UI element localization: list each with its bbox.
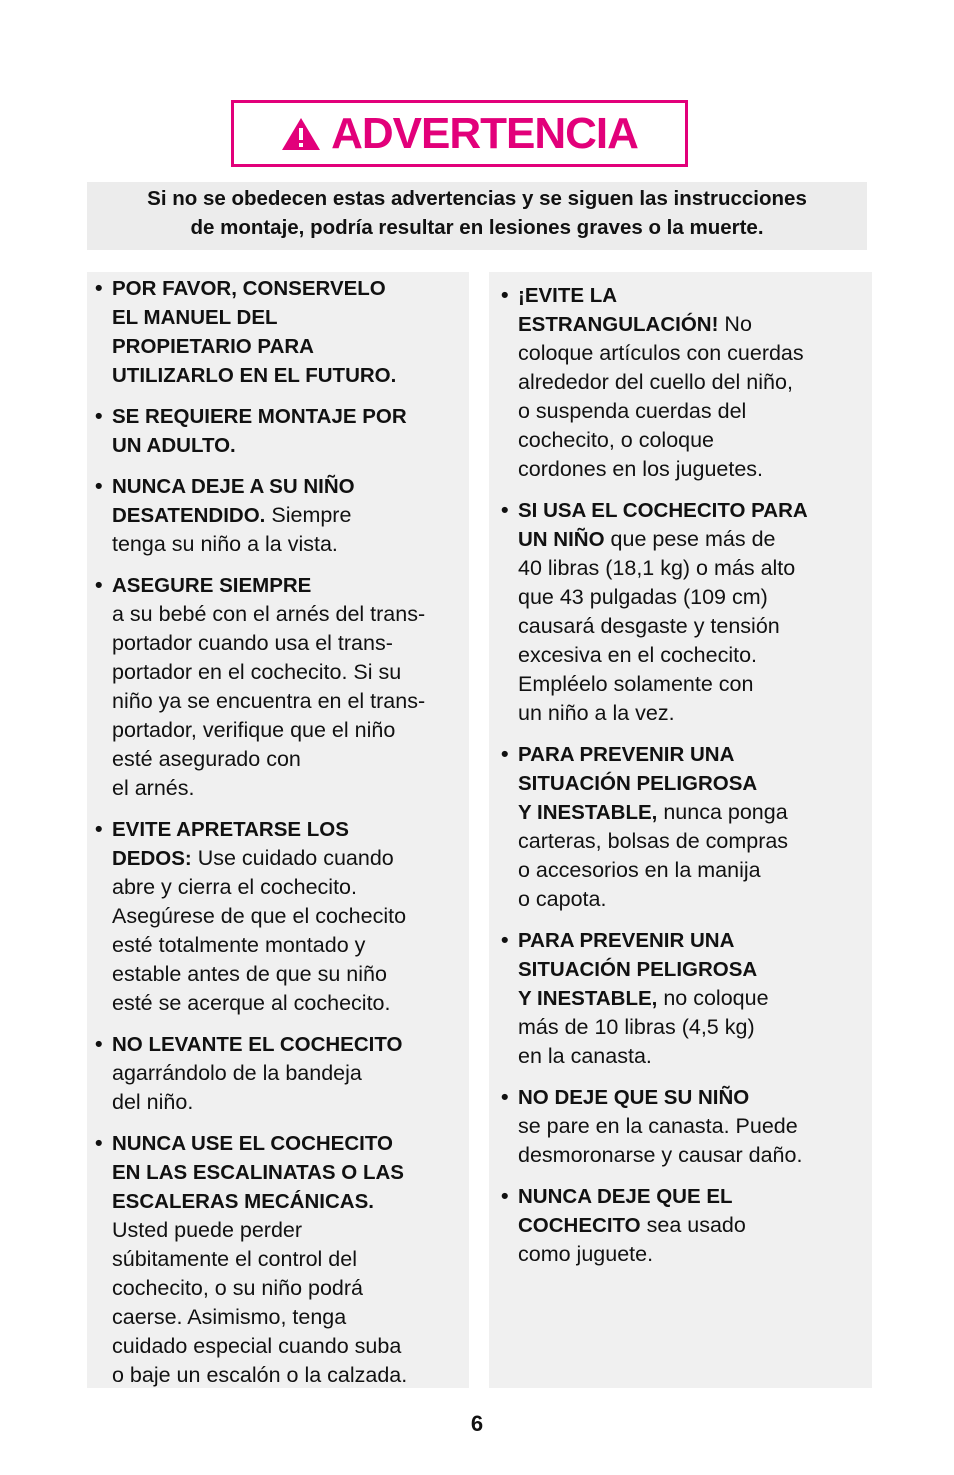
bullet: • bbox=[95, 1032, 103, 1056]
warning-line bbox=[112, 1245, 461, 1274]
warning-body-text: que pese más de bbox=[604, 527, 776, 551]
warning-heading-text: ASEGURE SIEMPRE bbox=[112, 574, 312, 597]
warning-heading-text: NO DEJE QUE SU NIÑO bbox=[518, 1086, 750, 1109]
warning-line bbox=[518, 397, 864, 426]
warning-line bbox=[518, 583, 864, 612]
warning-line bbox=[518, 1013, 864, 1042]
warning-line bbox=[518, 310, 864, 339]
bullet: • bbox=[95, 276, 103, 300]
warning-line bbox=[518, 1211, 864, 1240]
page-number: 6 bbox=[470, 1411, 484, 1436]
warning-body-text: portador, verifique que el niño bbox=[112, 718, 396, 742]
warning-item bbox=[95, 815, 461, 1018]
warning-line bbox=[518, 281, 864, 310]
warning-line bbox=[518, 984, 864, 1013]
warning-body-text: agarrándolo de la bandeja bbox=[112, 1061, 362, 1085]
warning-line bbox=[112, 1303, 461, 1332]
warning-line bbox=[518, 554, 864, 583]
warning-heading-text: PARA PREVENIR UNA bbox=[518, 929, 735, 952]
warning-line bbox=[112, 571, 461, 600]
warning-triangle-icon bbox=[281, 117, 321, 151]
warning-line bbox=[112, 1129, 461, 1158]
intro-warning bbox=[87, 182, 867, 250]
warning-line bbox=[518, 885, 864, 914]
warning-body-text: esté totalmente montado y bbox=[112, 933, 366, 957]
warning-line bbox=[112, 361, 461, 390]
warning-line bbox=[518, 1141, 864, 1170]
warning-line bbox=[518, 740, 864, 769]
warning-line bbox=[112, 303, 461, 332]
warning-line bbox=[518, 339, 864, 368]
warning-line bbox=[112, 815, 461, 844]
bullet: • bbox=[501, 498, 509, 522]
bullet: • bbox=[95, 474, 103, 498]
warning-body-text: sea usado bbox=[640, 1213, 746, 1237]
warning-heading-text: SE REQUIERE MONTAJE POR bbox=[112, 405, 407, 428]
warning-body-text: caerse. Asimismo, tenga bbox=[112, 1305, 347, 1329]
warning-item bbox=[501, 740, 864, 914]
warning-line bbox=[112, 402, 461, 431]
warning-heading-text: COCHECITO bbox=[518, 1214, 641, 1237]
intro-line-1: Si no se obedecen estas advertencias y se siguen las instrucciones bbox=[147, 187, 807, 210]
warning-line bbox=[518, 798, 864, 827]
bullet: • bbox=[501, 1085, 509, 1109]
warning-banner bbox=[231, 100, 688, 167]
warning-body-text: desmoronarse y causar daño. bbox=[518, 1143, 803, 1167]
bullet: • bbox=[501, 1184, 509, 1208]
warning-heading-text: EN LAS ESCALINATAS O LAS bbox=[112, 1161, 404, 1184]
warning-body-text: alrededor del cuello del niño, bbox=[518, 370, 793, 394]
warning-line bbox=[112, 658, 461, 687]
bullet: • bbox=[95, 1131, 103, 1155]
warning-heading-text: POR FAVOR, CONSERVELO bbox=[112, 277, 386, 300]
warning-body-text: causará desgaste y tensión bbox=[518, 614, 780, 638]
warning-body-text: portador en el cochecito. Si su bbox=[112, 660, 402, 684]
warning-line bbox=[112, 332, 461, 361]
warning-item bbox=[95, 274, 461, 390]
warning-body-text: cuidado especial cuando suba bbox=[112, 1334, 402, 1358]
warning-heading-text: SITUACIÓN PELIGROSA bbox=[518, 772, 758, 795]
warning-body-text: esté se acerque al cochecito. bbox=[112, 991, 391, 1015]
warning-item bbox=[501, 496, 864, 728]
bullet: • bbox=[95, 573, 103, 597]
left-warning-column bbox=[87, 272, 469, 1388]
warning-heading-text: NO LEVANTE EL COCHECITO bbox=[112, 1033, 403, 1056]
warning-body-text: como juguete. bbox=[518, 1242, 654, 1266]
warning-item bbox=[95, 472, 461, 559]
warning-item bbox=[501, 1182, 864, 1269]
warning-line bbox=[112, 1332, 461, 1361]
warning-line bbox=[518, 1240, 864, 1269]
warning-body-text: coloque artículos con cuerdas bbox=[518, 341, 804, 365]
warning-line bbox=[112, 600, 461, 629]
warning-line bbox=[112, 902, 461, 931]
warning-body-text: un niño a la vez. bbox=[518, 701, 675, 725]
warning-body-text: del niño. bbox=[112, 1090, 194, 1114]
warning-line bbox=[518, 1182, 864, 1211]
warning-body-text: súbitamente el control del bbox=[112, 1247, 358, 1271]
bullet: • bbox=[95, 404, 103, 428]
warning-line bbox=[112, 501, 461, 530]
warning-body-text: no coloque bbox=[657, 986, 769, 1010]
warning-body-text: carteras, bolsas de compras bbox=[518, 829, 789, 853]
warning-body-text: estable antes de que su niño bbox=[112, 962, 387, 986]
warning-line bbox=[112, 1361, 461, 1390]
warning-line bbox=[518, 496, 864, 525]
warning-body-text: Siempre bbox=[265, 503, 352, 527]
warning-item bbox=[501, 281, 864, 484]
warning-heading-text: DEDOS: bbox=[112, 847, 192, 870]
warning-body-text: en la canasta. bbox=[518, 1044, 652, 1068]
warning-body-text: Asegúrese de que el cochecito bbox=[112, 904, 407, 928]
warning-title: ADVERTENCIA bbox=[331, 108, 638, 158]
warning-body-text: abre y cierra el cochecito. bbox=[112, 875, 357, 899]
warning-line bbox=[518, 1042, 864, 1071]
warning-body-text: cordones en los juguetes. bbox=[518, 457, 764, 481]
warning-heading-text: UN ADULTO. bbox=[112, 434, 236, 457]
bullet: • bbox=[95, 817, 103, 841]
warning-line bbox=[112, 1088, 461, 1117]
warning-line bbox=[112, 960, 461, 989]
warning-heading-text: ESCALERAS MECÁNICAS. bbox=[112, 1190, 374, 1213]
warning-heading-text: ESTRANGULACIÓN! bbox=[518, 313, 719, 336]
bullet: • bbox=[501, 928, 509, 952]
warning-heading-text: Y INESTABLE, bbox=[518, 801, 658, 824]
warning-line bbox=[112, 1274, 461, 1303]
warning-body-text: cochecito, o coloque bbox=[518, 428, 715, 452]
warning-item bbox=[95, 571, 461, 803]
warning-body-text: o suspenda cuerdas del bbox=[518, 399, 747, 423]
warning-line bbox=[518, 769, 864, 798]
warning-body-text: o capota. bbox=[518, 887, 607, 911]
warning-heading-text: EVITE APRETARSE LOS bbox=[112, 818, 349, 841]
warning-line bbox=[112, 530, 461, 559]
warning-body-text: cochecito, o su niño podrá bbox=[112, 1276, 363, 1300]
warning-body-text: 40 libras (18,1 kg) o más alto bbox=[518, 556, 796, 580]
warning-body-text: o baje un escalón o la calzada. bbox=[112, 1363, 408, 1387]
warning-heading-text: ¡EVITE LA bbox=[518, 284, 618, 307]
warning-item bbox=[501, 1083, 864, 1170]
warning-heading-text: SITUACIÓN PELIGROSA bbox=[518, 958, 758, 981]
warning-line bbox=[112, 844, 461, 873]
warning-line bbox=[112, 274, 461, 303]
warning-line bbox=[112, 687, 461, 716]
warning-line bbox=[518, 1112, 864, 1141]
warning-body-text: No bbox=[718, 312, 752, 336]
warning-line bbox=[112, 629, 461, 658]
warning-heading-text: DESATENDIDO. bbox=[112, 504, 266, 527]
warning-line bbox=[518, 827, 864, 856]
warning-heading-text: EL MANUEL DEL bbox=[112, 306, 278, 329]
warning-line bbox=[112, 745, 461, 774]
warning-body-text: a su bebé con el arnés del trans- bbox=[112, 602, 426, 626]
warning-item bbox=[95, 402, 461, 460]
warning-heading-text: Y INESTABLE, bbox=[518, 987, 658, 1010]
warning-heading-text: NUNCA DEJE QUE EL bbox=[518, 1185, 733, 1208]
warning-body-text: o accesorios en la manija bbox=[518, 858, 761, 882]
warning-heading-text: UTILIZARLO EN EL FUTURO. bbox=[112, 364, 397, 387]
warning-heading-text: NUNCA DEJE A SU NIÑO bbox=[112, 475, 355, 498]
warning-line bbox=[112, 716, 461, 745]
intro-line-2: de montaje, podría resultar en lesiones graves o la muerte. bbox=[190, 216, 764, 239]
warning-line bbox=[518, 641, 864, 670]
warning-line bbox=[518, 699, 864, 728]
warning-line bbox=[112, 931, 461, 960]
warning-line bbox=[112, 989, 461, 1018]
warning-heading-text: PARA PREVENIR UNA bbox=[518, 743, 735, 766]
warning-line bbox=[112, 774, 461, 803]
warning-heading-text: PROPIETARIO PARA bbox=[112, 335, 314, 358]
warning-heading-text: NUNCA USE EL COCHECITO bbox=[112, 1132, 393, 1155]
warning-line bbox=[518, 1083, 864, 1112]
warning-line bbox=[518, 612, 864, 641]
warning-body-text: portador cuando usa el trans- bbox=[112, 631, 393, 655]
warning-body-text: niño ya se encuentra en el trans- bbox=[112, 689, 426, 713]
warning-body-text: más de 10 libras (4,5 kg) bbox=[518, 1015, 755, 1039]
bullet: • bbox=[501, 283, 509, 307]
warning-heading-text: SI USA EL COCHECITO PARA bbox=[518, 499, 808, 522]
warning-line bbox=[112, 1059, 461, 1088]
warning-line bbox=[518, 670, 864, 699]
warning-line bbox=[112, 472, 461, 501]
warning-body-text: tenga su niño a la vista. bbox=[112, 532, 338, 556]
warning-body-text: Empléelo solamente con bbox=[518, 672, 754, 696]
warning-line bbox=[518, 426, 864, 455]
warning-body-text: que 43 pulgadas (109 cm) bbox=[518, 585, 768, 609]
warning-line bbox=[518, 856, 864, 885]
warning-line bbox=[518, 955, 864, 984]
warning-body-text: Usted puede perder bbox=[112, 1218, 303, 1242]
warning-line bbox=[112, 1158, 461, 1187]
warning-line bbox=[112, 1216, 461, 1245]
warning-body-text: excesiva en el cochecito. bbox=[518, 643, 758, 667]
warning-line bbox=[112, 1030, 461, 1059]
warning-line bbox=[518, 926, 864, 955]
warning-item bbox=[501, 926, 864, 1071]
right-warning-column bbox=[489, 272, 872, 1388]
warning-body-text: se pare en la canasta. Puede bbox=[518, 1114, 798, 1138]
warning-line bbox=[518, 368, 864, 397]
bullet: • bbox=[501, 742, 509, 766]
warning-item bbox=[95, 1129, 461, 1390]
warning-line bbox=[518, 455, 864, 484]
warning-line bbox=[112, 873, 461, 902]
warning-body-text: nunca ponga bbox=[657, 800, 788, 824]
warning-body-text: esté asegurado con bbox=[112, 747, 301, 771]
warning-line bbox=[112, 431, 461, 460]
warning-banner-content bbox=[281, 108, 638, 158]
warning-item bbox=[95, 1030, 461, 1117]
warning-heading-text: UN NIÑO bbox=[518, 528, 605, 551]
warning-line bbox=[518, 525, 864, 554]
warning-line bbox=[112, 1187, 461, 1216]
warning-body-text: el arnés. bbox=[112, 776, 195, 800]
warning-body-text: Use cuidado cuando bbox=[191, 846, 394, 870]
